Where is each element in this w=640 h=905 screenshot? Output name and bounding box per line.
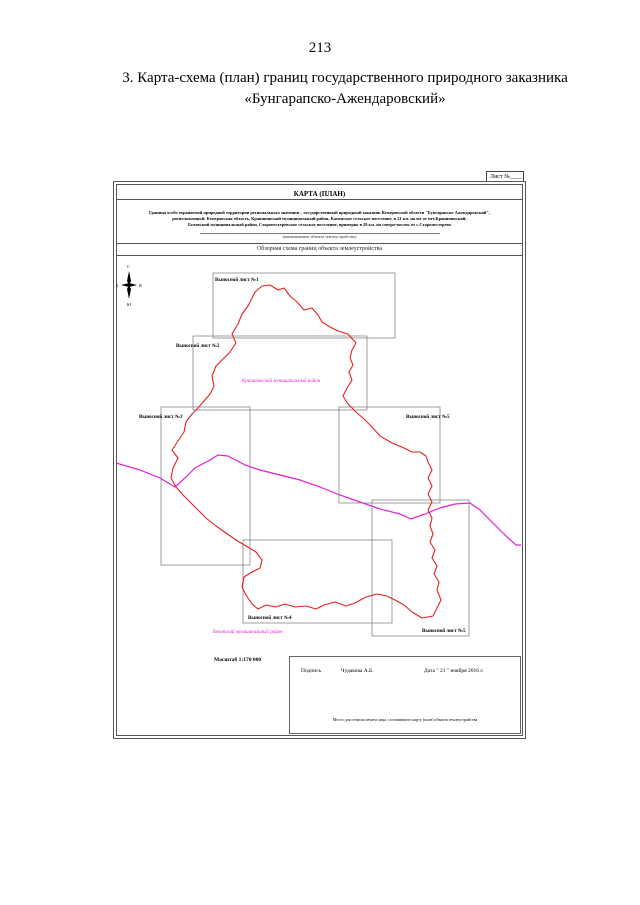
compass-west-label: З bbox=[116, 283, 119, 288]
map-title: КАРТА (ПЛАН) bbox=[293, 190, 346, 198]
survey-divider-top bbox=[116, 243, 523, 244]
signature-date: Дата " 21 " ноября 2016 г. bbox=[424, 668, 484, 674]
compass-east-label: В bbox=[139, 283, 142, 288]
sheet-label-4: Выносной лист №4 bbox=[248, 616, 292, 621]
sheet-label-5a: Выносной лист №5 bbox=[406, 415, 450, 420]
object-description-line-3: Беловский муниципальный район, Старопестеревское сельское поселение, примерно в 29 км. на северо-восток от с.Старопестерево bbox=[188, 222, 451, 227]
compass-north-label: С bbox=[127, 264, 130, 269]
page-number: 213 bbox=[308, 40, 332, 56]
sheet-label-3: Выносной лист №3 bbox=[139, 415, 183, 420]
map-scale: Масштаб 1:170 000 bbox=[214, 657, 262, 663]
reserve-boundary-line bbox=[171, 285, 441, 618]
header-divider bbox=[116, 199, 523, 200]
stamp-note: Место для оттиска печати лица, составившего карту (план) объекта землеустройства bbox=[332, 717, 478, 722]
sheet-label-1: Выносной лист №1 bbox=[215, 278, 259, 283]
survey-scheme-title: Обзорная схема границ объекта землеустройства bbox=[256, 246, 383, 252]
sheet-frame-5b bbox=[372, 500, 469, 636]
compass-south-label: Ю bbox=[127, 302, 132, 307]
signature-label: Подпись bbox=[301, 668, 322, 674]
document-title-line-1: 3. Карта-схема (план) границ государственного природного заказника bbox=[122, 70, 568, 86]
object-description-line-2: расположенный: Кемеровская область, Крапивинский муниципальный район, Каменское сельское поселение, в 21 км. на юг от пгт.Крапивинский; bbox=[172, 216, 467, 221]
compass-rose-icon bbox=[116, 264, 142, 307]
sheet-label-5b: Выносной лист №5 bbox=[422, 629, 466, 634]
sheet-label-2: Выносной лист №2 bbox=[176, 344, 220, 349]
sheet-number-box: Лист №____ bbox=[486, 171, 524, 182]
signer-name: Чудакова А.Б. bbox=[341, 668, 374, 674]
object-description-line-1: Граница особо охраняемой природной территории регионального значения – государственный природный заказник Кемеровской области "Бунгарапско-Ажендаровский", bbox=[149, 210, 490, 215]
district-label-krapivinsky: Крапивинский муниципальный район bbox=[242, 379, 321, 384]
description-caption: (наименование объекта землеустройства) bbox=[282, 234, 357, 239]
district-label-belovsky: Беловский муниципальный район bbox=[213, 630, 283, 635]
document-title-line-2: «Бунгарапско-Ажендаровский» bbox=[244, 91, 446, 107]
sheet-frame-4 bbox=[243, 540, 392, 623]
signature-box bbox=[289, 656, 521, 734]
